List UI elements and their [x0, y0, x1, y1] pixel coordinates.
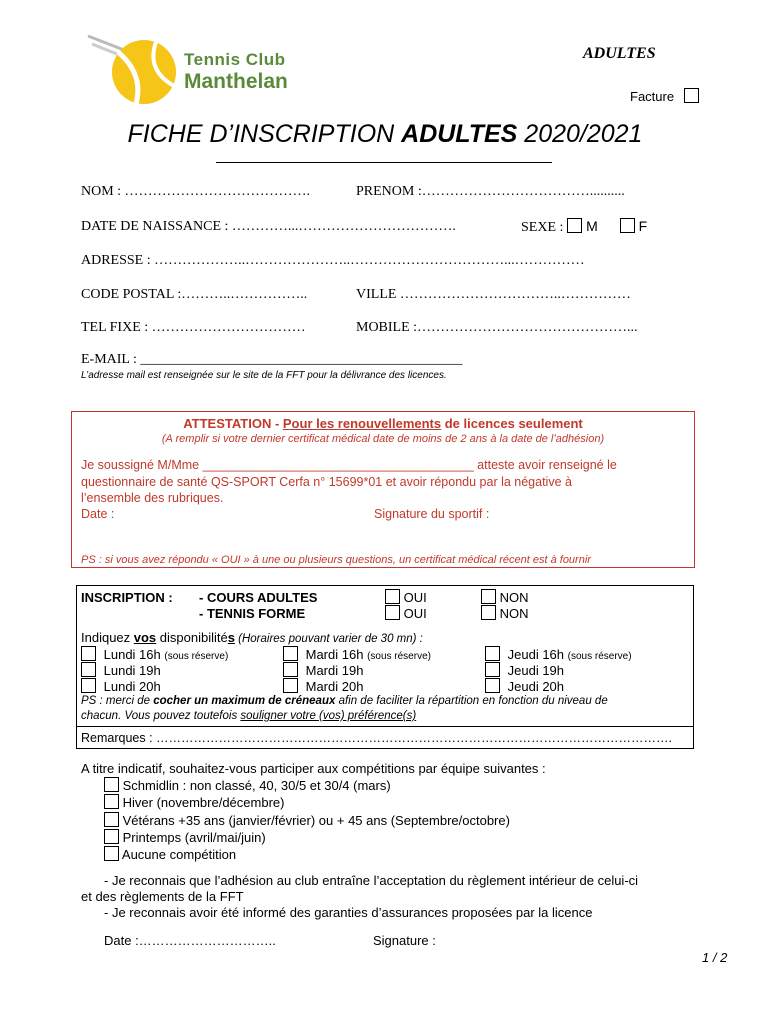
slot-jeudi16 — [485, 646, 632, 662]
rule2-line: - Je reconnais avoir été informé des garanties d’assurances proposées par la licence — [104, 905, 593, 920]
slot-jeudi19 — [485, 662, 564, 678]
slot-lundi19 — [81, 662, 161, 678]
competitions-intro: A titre indicatif, souhaitez-vous participer aux compétitions par équipe suivantes : — [81, 761, 546, 776]
lundi20-checkbox[interactable] — [81, 678, 96, 693]
non-forme-checkbox[interactable] — [481, 605, 496, 620]
rule1-line-b: et des règlements de la FFT — [81, 889, 244, 904]
page-number: 1 / 2 — [702, 950, 728, 965]
slot-mardi16 — [283, 646, 431, 662]
prenom-field[interactable]: PRENOM :……………………………….......... — [356, 184, 625, 199]
mobile-field[interactable]: MOBILE :………………………………………... — [356, 320, 638, 335]
remarques-field[interactable]: Remarques : ……………………………………………………………………………………………………………. — [81, 731, 673, 745]
jeudi19-label: Jeudi 19h — [507, 663, 565, 678]
competition-label: Printemps (avril/mai/juin) — [122, 829, 266, 845]
slot-mardi19 — [283, 662, 363, 678]
attestation-line1: Je soussigné M/Mme _______________________________________ atteste avoir renseigné le — [81, 458, 617, 472]
lundi19-checkbox[interactable] — [81, 662, 96, 677]
oui-forme-label: OUI — [403, 606, 427, 621]
dispo-heading — [81, 630, 423, 645]
mardi20-checkbox[interactable] — [283, 678, 298, 693]
competition-label: Schmidlin : non classé, 40, 30/5 et 30/4 (mars) — [122, 778, 391, 793]
competition-item — [104, 846, 510, 863]
competition-checkbox[interactable] — [104, 846, 119, 861]
oui-cours — [385, 589, 427, 605]
sexe-row — [521, 218, 647, 236]
competition-item — [104, 777, 510, 794]
competition-label: Vétérans +35 ans (janvier/février) ou + 45 ans (Septembre/octobre) — [122, 812, 510, 828]
jeudi19-checkbox[interactable] — [485, 662, 500, 677]
page-title — [0, 120, 770, 149]
email-note: L’adresse mail est renseignée sur le site de la FFT pour la délivrance des licences. — [81, 370, 447, 381]
mardi16-reserve: (sous réserve) — [367, 651, 431, 662]
option-tennis-forme: - TENNIS FORME — [199, 606, 306, 621]
jeudi16-label: Jeudi 16h — [507, 647, 565, 662]
non-forme — [481, 605, 529, 621]
ps-line2-a: chacun. Vous pouvez toutefois — [81, 710, 241, 722]
competition-item — [104, 812, 510, 829]
facture-checkbox[interactable] — [684, 88, 699, 103]
non-cours-label: NON — [499, 590, 529, 605]
sexe-m-label: M — [586, 218, 598, 234]
jeudi16-checkbox[interactable] — [485, 646, 500, 661]
adresse-field[interactable]: ADRESSE : ………………..…………………..……………………………...…………… — [81, 253, 585, 268]
ps-line2-b: souligner votre (vos) préférence(s) — [240, 710, 417, 722]
dispo-d: s — [227, 630, 235, 645]
sexe-label: SEXE : — [521, 220, 564, 235]
naissance-field[interactable]: DATE DE NAISSANCE : …………...……………………………. — [81, 219, 456, 234]
mardi16-checkbox[interactable] — [283, 646, 298, 661]
mardi20-label: Mardi 20h — [305, 679, 364, 694]
tel-field[interactable]: TEL FIXE : …………………………… — [81, 320, 306, 335]
non-cours — [481, 589, 529, 605]
competition-item — [104, 794, 510, 811]
attestation-ps: PS : si vous avez répondu « OUI » à une ou plusieurs questions, un certificat médical récent est à fournir — [81, 554, 591, 566]
competitions-list — [104, 777, 510, 863]
competition-label: Aucune compétition — [121, 847, 237, 863]
oui-forme-checkbox[interactable] — [385, 605, 400, 620]
oui-forme — [385, 605, 427, 621]
attestation-title-a: ATTESTATION - — [183, 416, 283, 431]
logo-line2: Manthelan — [184, 70, 288, 93]
mardi16-label: Mardi 16h — [305, 647, 364, 662]
inscription-label: INSCRIPTION : — [81, 590, 173, 605]
option-cours-adultes: - COURS ADULTES — [199, 590, 318, 605]
lundi19-label: Lundi 19h — [103, 663, 161, 678]
jeudi16-reserve: (sous réserve) — [567, 651, 632, 662]
competition-checkbox[interactable] — [104, 794, 119, 809]
slot-mardi20 — [283, 678, 363, 694]
competition-checkbox[interactable] — [104, 777, 119, 792]
footer-date[interactable]: Date :………………………….. — [104, 933, 276, 948]
ps-c: afin de faciliter la répartition en fonction du niveau de — [335, 695, 608, 707]
facture-label: Facture — [630, 89, 675, 104]
lundi16-label: Lundi 16h — [103, 647, 161, 662]
non-forme-label: NON — [499, 606, 529, 621]
dispo-b: vos — [133, 630, 157, 645]
lundi16-checkbox[interactable] — [81, 646, 96, 661]
attestation-signature[interactable]: Signature du sportif : — [374, 507, 490, 521]
jeudi20-checkbox[interactable] — [485, 678, 500, 693]
attestation-line2: questionnaire de santé QS-SPORT Cerfa n° 15699*01 et avoir répondu par la négative à — [81, 475, 572, 489]
sexe-m-checkbox[interactable] — [567, 218, 582, 233]
attestation-title-b: Pour les renouvellements — [282, 416, 442, 431]
attestation-subtitle: (A remplir si votre dernier certificat médical date de moins de 2 ans à la date de l’adhésion) — [161, 433, 605, 445]
club-logo — [84, 30, 314, 110]
dispo-a: Indiquez — [81, 630, 134, 645]
oui-cours-checkbox[interactable] — [385, 589, 400, 604]
lundi16-reserve: (sous réserve) — [164, 651, 229, 662]
inscription-box — [76, 585, 694, 749]
competition-item — [104, 829, 510, 846]
attestation-date[interactable]: Date : — [81, 507, 115, 521]
competition-checkbox[interactable] — [104, 829, 119, 844]
mardi19-checkbox[interactable] — [283, 662, 298, 677]
title-bold: ADULTES — [401, 120, 518, 148]
jeudi20-label: Jeudi 20h — [507, 679, 565, 694]
competition-label: Hiver (novembre/décembre) — [122, 795, 285, 811]
nom-field[interactable]: NOM : …………………………………. — [81, 184, 311, 199]
dispo-c: disponibilité — [156, 630, 228, 645]
title-suffix: 2020/2021 — [517, 120, 643, 148]
inscription-ps — [81, 694, 689, 724]
oui-cours-label: OUI — [403, 590, 427, 605]
title-prefix: FICHE D’INSCRIPTION — [127, 120, 402, 148]
competition-checkbox[interactable] — [104, 812, 119, 827]
ville-field[interactable]: VILLE ……………………………..…………… — [356, 287, 631, 302]
title-divider — [216, 162, 552, 163]
category-label: ADULTES — [583, 45, 656, 62]
slot-jeudi20 — [485, 678, 564, 694]
footer-signature[interactable]: Signature : — [373, 933, 436, 948]
sexe-f-checkbox[interactable] — [620, 218, 635, 233]
ps-a: PS : merci de — [81, 695, 154, 707]
non-cours-checkbox[interactable] — [481, 589, 496, 604]
attestation-box — [71, 411, 695, 568]
attestation-line3: l’ensemble des rubriques. — [81, 491, 224, 505]
slot-lundi20 — [81, 678, 161, 694]
ps-b: cocher un maximum de créneaux — [153, 695, 336, 707]
attestation-title-c: de licences seulement — [441, 416, 583, 431]
code-postal-field[interactable]: CODE POSTAL :………..…………….. — [81, 287, 308, 302]
rule1-line-a: - Je reconnais que l’adhésion au club entraîne l’acceptation du règlement intérieur de celui-ci — [104, 873, 639, 888]
mardi19-label: Mardi 19h — [305, 663, 364, 678]
remarques-divider — [77, 726, 693, 727]
facture-row — [630, 88, 699, 104]
lundi20-label: Lundi 20h — [103, 679, 161, 694]
logo-line1: Tennis Club — [184, 50, 286, 69]
sexe-f-label: F — [638, 218, 648, 234]
slot-lundi16 — [81, 646, 228, 662]
attestation-title — [72, 416, 694, 431]
email-field[interactable]: E-MAIL : ______________________________________________ — [81, 352, 463, 367]
dispo-e: (Horaires pouvant varier de 30 mn) : — [234, 633, 423, 645]
